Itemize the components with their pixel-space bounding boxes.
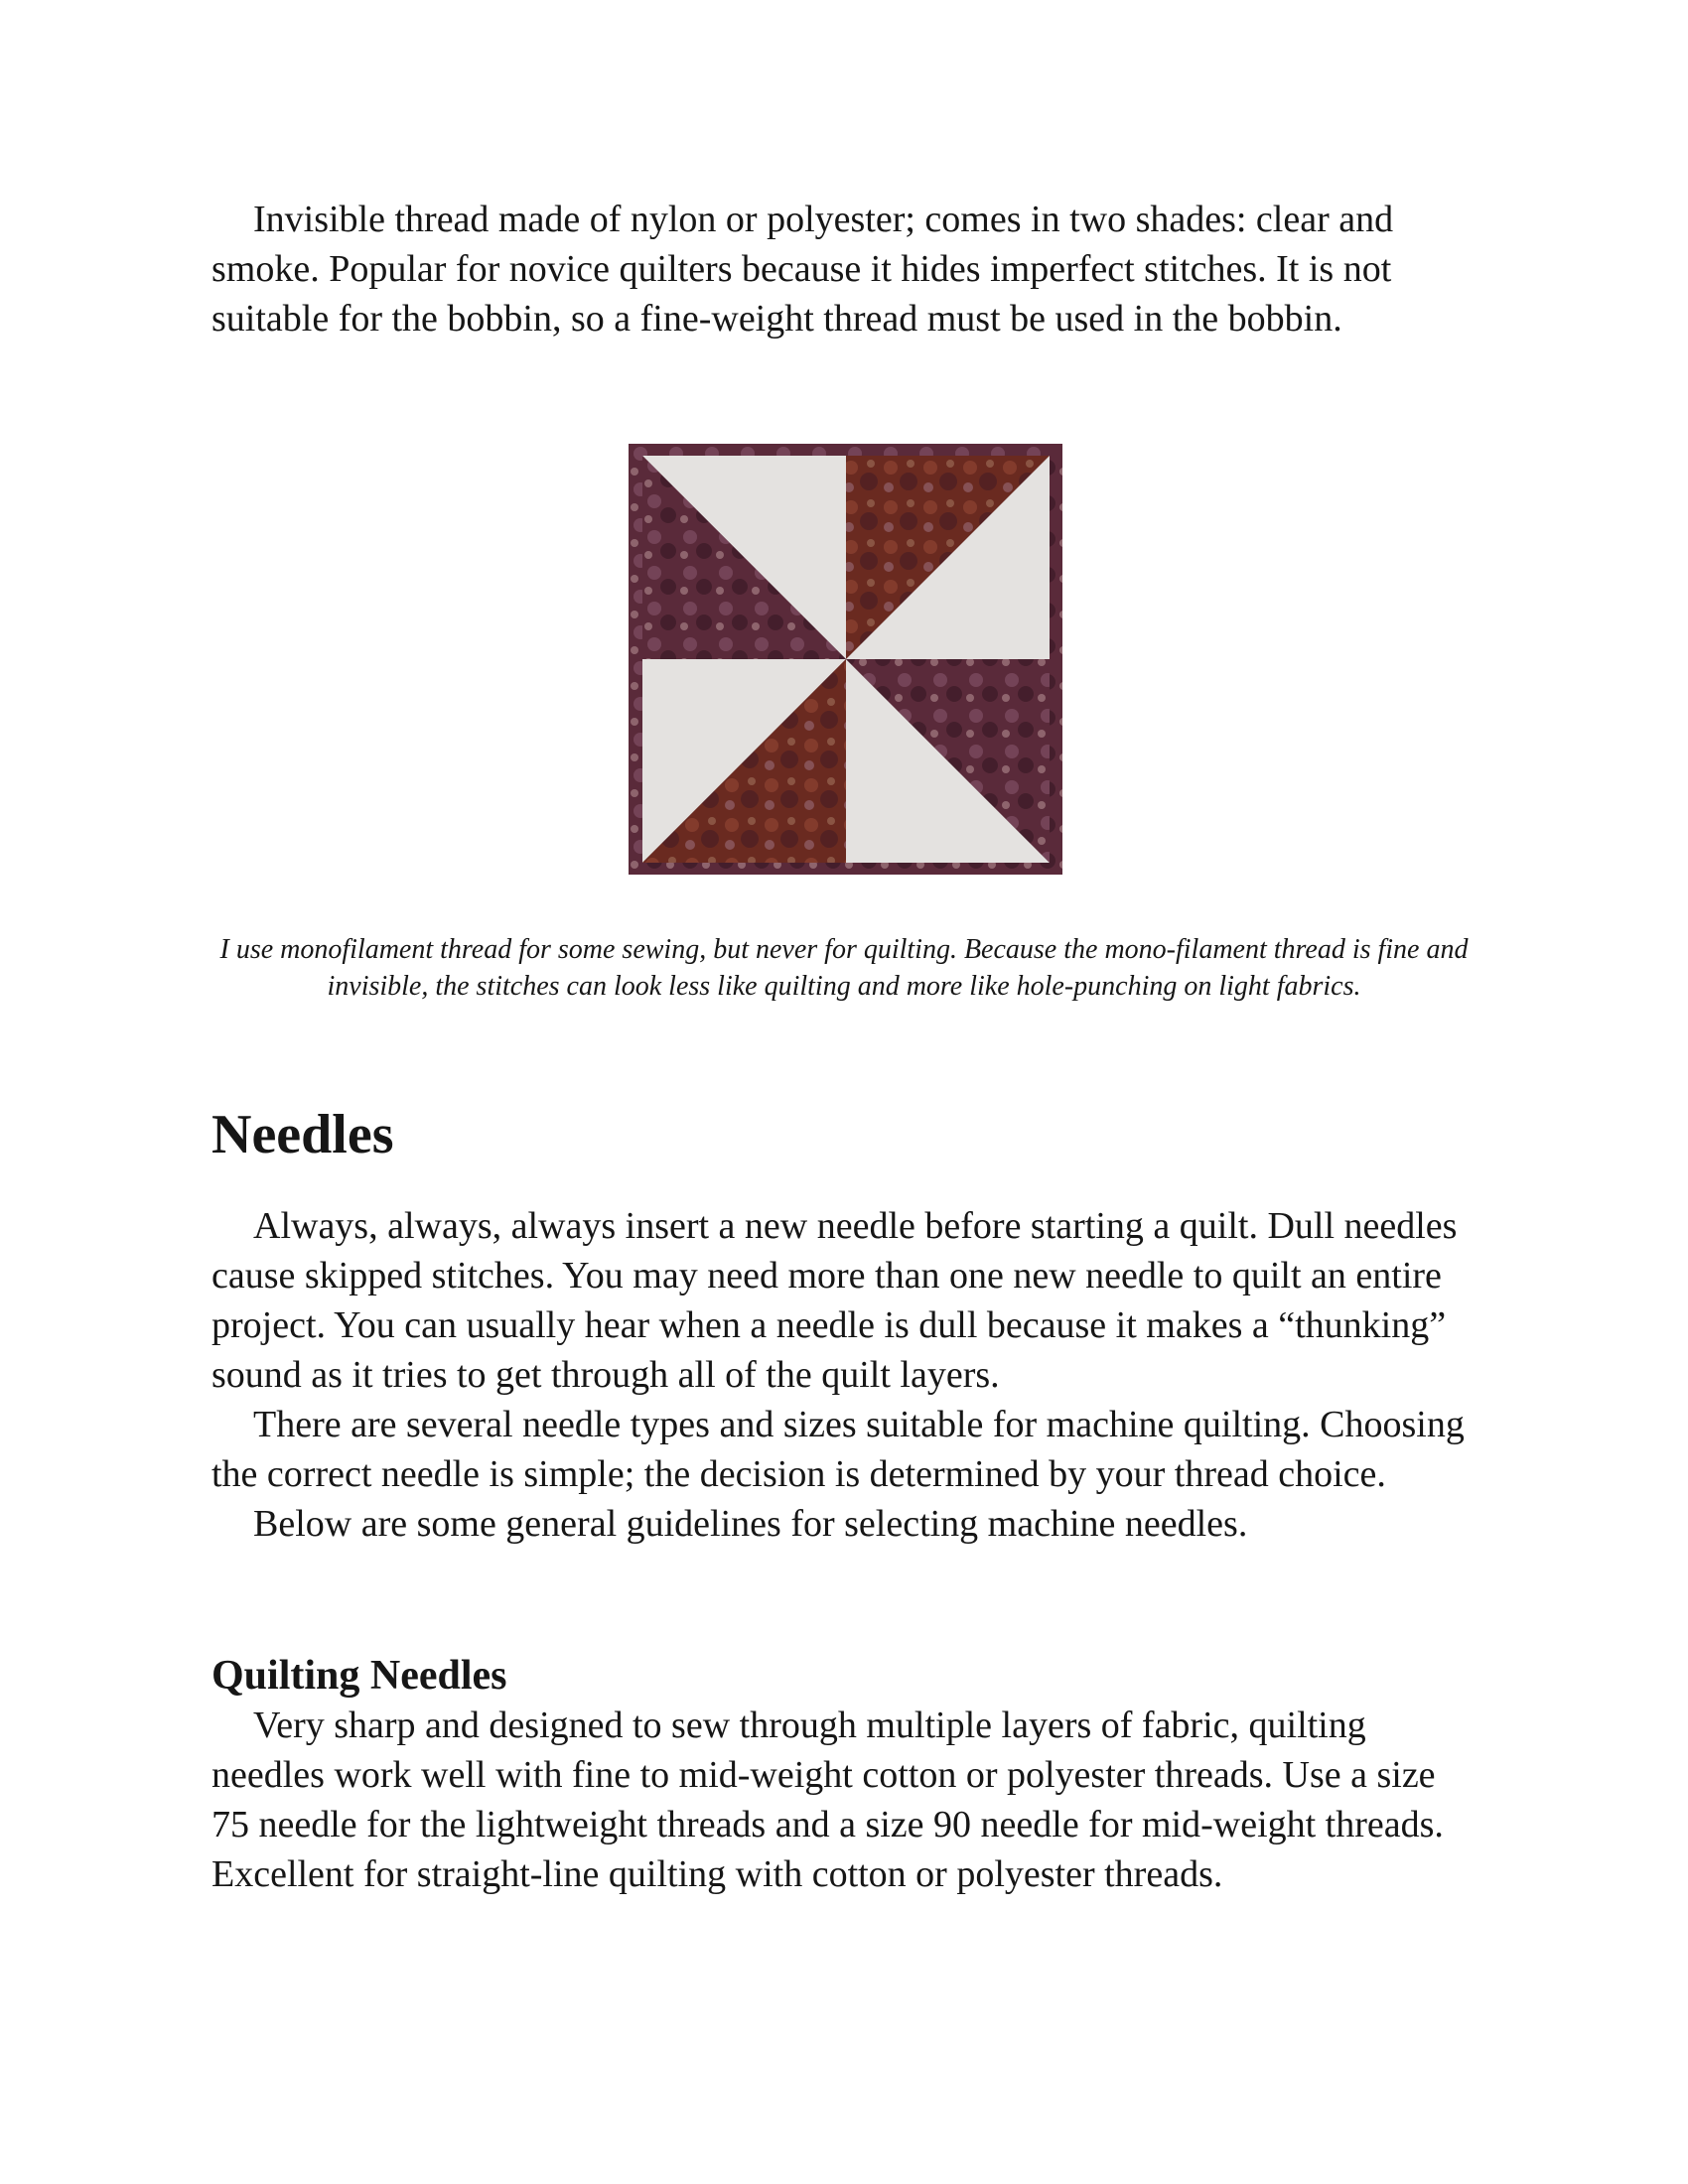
quilting-needles-section: [211, 1701, 1482, 1899]
figure-caption: I use monofilament thread for some sewing, but never for quilting. Because the mono-filament thread is fine and invisible, the stitches can look less like quilting and more like hole-punching on light fabrics.: [219, 934, 1469, 1002]
quilting-needles-paragraph: Very sharp and designed to sew through multiple layers of fabric, quilting needles work well with fine to mid-weight cotton or polyester threads. Use a size 75 needle for the lightweight threads and a size 90 needle for mid-weight threads. Excellent for straight-line quilting with cotton or polyester threads.: [211, 1705, 1444, 1895]
needles-paragraph-3: Below are some general guidelines for selecting machine needles.: [253, 1503, 1248, 1545]
needles-paragraph-2: There are several needle types and sizes suitable for machine quilting. Choosing the correct needle is simple; the decision is determined by your thread choice.: [211, 1404, 1465, 1495]
intro-paragraph: Invisible thread made of nylon or polyester; comes in two shades: clear and smoke. Popular for novice quilters because it hides imperfect stitches. It is not suitable for the bobbin, so a fine-weight thread must be used in the bobbin.: [211, 199, 1394, 340]
pinwheel-quilt-block-svg: [629, 444, 1062, 875]
intro-section: [211, 195, 1482, 343]
quilting-needles-heading: Quilting Needles: [211, 1653, 507, 1699]
pinwheel-quilt-block-image: [629, 444, 1062, 875]
needles-section: [211, 1201, 1482, 1549]
needles-heading: Needles: [211, 1104, 394, 1165]
needles-paragraph-1: Always, always, always insert a new needle before starting a quilt. Dull needles cause skipped stitches. You may need more than one new needle to quilt an entire project. You can usually hear when a needle is dull because it makes a “thunking” sound as it tries to get through all of the quilt layers.: [211, 1205, 1458, 1396]
